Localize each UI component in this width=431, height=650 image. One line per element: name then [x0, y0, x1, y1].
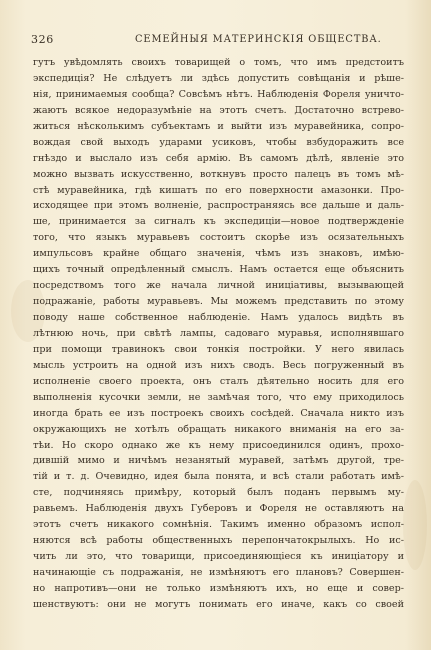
- page-header: [31, 33, 403, 47]
- text-line: няются всѣ работы общественныхъ перепончатокрылыхъ. Но ис-: [33, 535, 404, 547]
- text-line: мысль устроить на одной изъ нихъ сводъ. Весь погруженный въ: [33, 359, 404, 371]
- text-line: тій и т. д. Очевидно, идея была понята, и всѣ стали работать имѣ-: [33, 471, 404, 483]
- text-line: сте, подчиняясь примѣру, который былъ поданъ первымъ му-: [33, 487, 404, 499]
- running-title: СЕМЕЙНЫЯ МАТЕРИНСКІЯ ОБЩЕСТВА.: [135, 34, 382, 45]
- text-line: этотъ счетъ никакого сомнѣнія. Такимъ именно образомъ испол-: [33, 519, 404, 531]
- text-line: вождая свой выходъ ударами усиковъ, чтобы взбудоражить все: [33, 136, 404, 148]
- text-line: импульсовъ крайне общаго значенія, чѣмъ изъ знаковъ, имѣю-: [33, 248, 404, 260]
- text-line: исходящее при этомъ волненіе, распространяясь все дальше и даль-: [33, 200, 404, 212]
- text-line: равьемъ. Наблюденія двухъ Губеровъ и Фореля не оставляютъ на: [33, 503, 404, 515]
- text-line: ше, принимается за сигналъ къ экспедиціи—новое подтвержденіе: [33, 216, 404, 228]
- text-line: того, что языкъ муравьевъ состоитъ скорѣе изъ осязательныхъ: [33, 232, 404, 244]
- text-line: начинающіе съ подражанія, не измѣняютъ его плановъ? Совершен-: [33, 567, 404, 578]
- body-text: [33, 55, 404, 613]
- text-line: нія, принимаемыя сообща? Совсѣмъ нѣтъ. Наблюденія Фореля уничто-: [33, 88, 404, 100]
- text-line: исполненіе своего проекта, онъ сталъ дѣятельно носить для его: [33, 375, 404, 387]
- text-line: чить ли это, что товарищи, присоединяющіеся къ иниціатору и: [33, 551, 404, 563]
- text-line: дившій мимо и ничѣмъ незанятый муравей, затѣмъ другой, тре-: [33, 455, 404, 467]
- text-line: подражаніе, работы муравьевъ. Мы можемъ представить по этому: [33, 296, 404, 308]
- text-line: шенствуютъ: они не могутъ понимать его иначе, какъ со своей: [33, 598, 404, 610]
- text-line: экспедиція? Не слѣдуетъ ли здѣсь допустить совѣщанія и рѣше-: [33, 72, 404, 84]
- text-line: при помощи травинокъ свои тонкія постройки. У него явилась: [33, 343, 404, 355]
- text-line: лѣтнюю ночь, при свѣтѣ лампы, садоваго муравья, исполнявшаго: [33, 327, 404, 339]
- text-line: гутъ увѣдомлять своихъ товарищей о томъ, что имъ предстоитъ: [33, 57, 404, 68]
- text-line: жаютъ всякое недоразумѣніе на этотъ счетъ. Достаточно встрево-: [33, 104, 404, 116]
- text-line: поводу наше собственное наблюденіе. Намъ удалось видѣть въ: [33, 312, 404, 323]
- text-line: окружающихъ не хотѣлъ обращать никакого вниманія на его за-: [33, 423, 404, 435]
- text-line: можно вызвать искусственно, воткнувъ просто палецъ въ томъ мѣ-: [33, 168, 404, 180]
- text-line: гнѣздо и выслало изъ себя армію. Въ самомъ дѣлѣ, явленіе это: [33, 152, 404, 164]
- text-line: житься нѣсколькимъ субъектамъ и выйти изъ муравейника, сопро-: [33, 120, 404, 132]
- page-number: 326: [31, 33, 54, 46]
- text-line: стѣ муравейника, гдѣ кишатъ по его поверхности амазонки. Про-: [33, 184, 404, 196]
- text-line: посредствомъ того же начала личной иниціативы, вызывающей: [33, 280, 404, 292]
- text-line: иногда брать ее изъ построекъ своихъ сосѣдей. Сначала никто изъ: [33, 407, 404, 419]
- text-line: щихъ точный опредѣленный смыслъ. Намъ остается еще объяснить: [33, 264, 404, 276]
- text-line: тѣи. Но скоро однако же къ нему присоединился одинъ, прохо-: [33, 439, 404, 451]
- text-line: но напротивъ—они не только измѣняютъ ихъ, но еще и совер-: [33, 582, 404, 594]
- text-line: выполненія кусочки земли, не замѣчая того, что ему приходилось: [33, 391, 404, 403]
- paper-stain: [403, 480, 427, 570]
